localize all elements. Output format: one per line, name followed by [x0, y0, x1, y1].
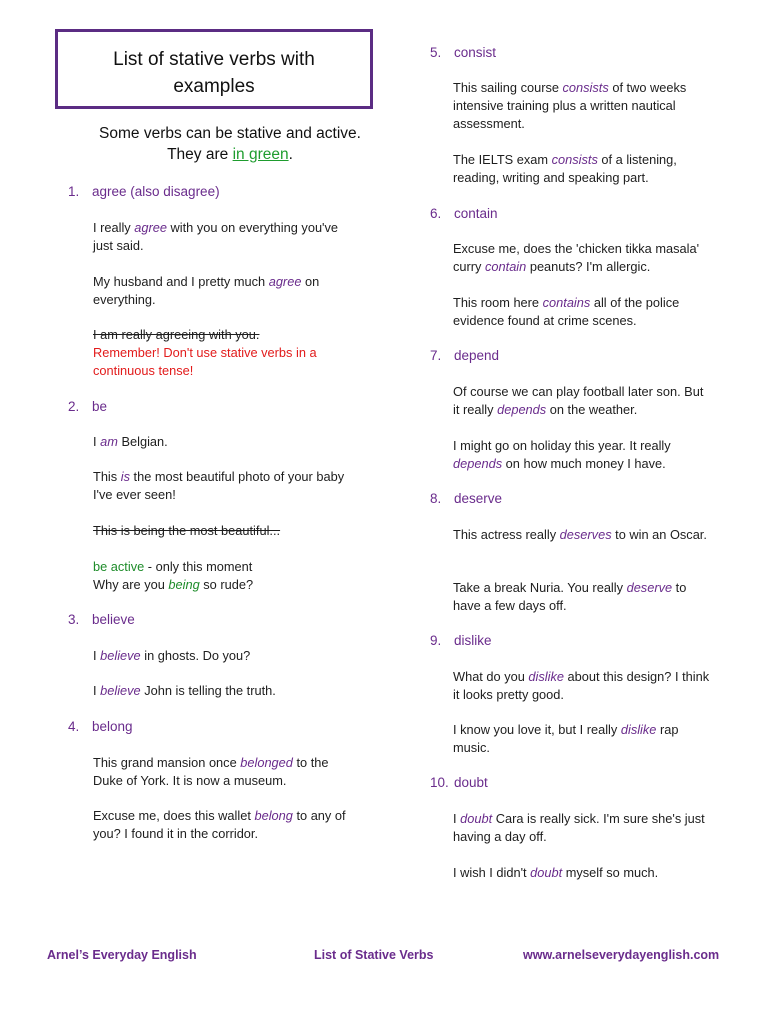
item-2-active-note: be active - only this moment — [93, 559, 253, 574]
item-3-heading — [68, 612, 135, 627]
item-8-example-2: Take a break Nuria. You really deserve to have a few days off. — [453, 580, 687, 613]
item-1-heading — [68, 184, 220, 199]
stative-verb: contain — [485, 259, 527, 274]
item-4-example-2: Excuse me, does this wallet belong to any of you? I found it in the corridor. — [93, 808, 346, 841]
item-10-example-1: I doubt Cara is really sick. I'm sure she's just having a day off. — [453, 811, 705, 844]
item-7-heading — [430, 348, 499, 363]
stative-verb: belong — [254, 808, 293, 823]
item-6-heading — [430, 206, 498, 221]
item-8-heading — [430, 491, 502, 506]
item-number: 7. — [430, 348, 442, 363]
subtitle-period: . — [288, 146, 293, 163]
stative-verb: contains — [542, 295, 591, 310]
item-label: believe — [92, 612, 135, 627]
item-6-example-2: This room here contains all of the police evidence found at crime scenes. — [453, 295, 680, 328]
item-5-heading — [430, 45, 496, 60]
item-1-example-2: My husband and I pretty much agree on everything. — [93, 274, 320, 307]
item-9-example-2: I know you love it, but I really dislike rap music. — [453, 722, 679, 755]
item-number: 1. — [68, 184, 80, 199]
item-label: doubt — [454, 775, 488, 790]
remember-warning: Remember! Don't use stative verbs in a continuous tense! — [93, 345, 317, 378]
item-2-heading — [68, 399, 107, 414]
stative-verb: doubt — [530, 865, 563, 880]
stative-verb: deserve — [626, 580, 673, 595]
item-3-example-2: I believe John is telling the truth. — [93, 683, 276, 698]
in-green-link[interactable]: in green — [232, 146, 289, 163]
footer-doc-title: List of Stative Verbs — [314, 948, 434, 962]
item-number: 6. — [430, 206, 442, 221]
item-2-active-example: Why are you being so rude? — [93, 577, 254, 592]
stative-verb: believe — [100, 683, 141, 698]
stative-verb: doubt — [460, 811, 493, 826]
item-label: deserve — [454, 491, 503, 506]
stative-verb: am — [100, 434, 118, 449]
item-3-example-1: I believe in ghosts. Do you? — [93, 648, 251, 663]
item-label: agree (also disagree) — [92, 184, 220, 199]
item-label: depend — [454, 348, 500, 363]
stative-verb: deserves — [559, 527, 612, 542]
stative-verb: agree — [268, 274, 302, 289]
item-9-heading — [430, 633, 492, 648]
item-label: dislike — [454, 633, 492, 648]
item-5-example-1: This sailing course consists of two weeks intensive training plus a written nautical assessment. — [453, 80, 687, 131]
subtitle — [60, 123, 400, 165]
stative-verb: consists — [551, 152, 598, 167]
item-8-example-1: This actress really deserves to win an Oscar. — [453, 527, 707, 542]
item-number: 10. — [430, 775, 449, 790]
item-label: contain — [454, 206, 498, 221]
page-title — [58, 46, 370, 100]
item-2-wrong-example: This is being the most beautiful... — [93, 523, 281, 538]
item-6-example-1: Excuse me, does the 'chicken tikka masala' curry contain peanuts? I'm allergic. — [453, 241, 700, 274]
item-10-example-2: I wish I didn't doubt myself so much. — [453, 865, 659, 880]
item-label: be — [92, 399, 108, 414]
item-7-example-2: I might go on holiday this year. It really depends on how much money I have. — [453, 438, 671, 471]
item-7-example-1: Of course we can play football later son. But it really depends on the weather. — [453, 384, 704, 417]
subtitle-line-1: Some verbs can be stative and active. — [99, 125, 361, 142]
item-number: 9. — [430, 633, 442, 648]
item-5-example-2: The IELTS exam consists of a listening, reading, writing and speaking part. — [453, 152, 677, 185]
item-number: 8. — [430, 491, 442, 506]
title-line-1: List of stative verbs with — [113, 49, 315, 70]
subtitle-line-2 — [60, 144, 400, 165]
stative-verb: depends — [497, 402, 547, 417]
item-9-example-1: What do you dislike about this design? I think it looks pretty good. — [453, 669, 710, 702]
stative-verb: belonged — [240, 755, 293, 770]
item-1-example-1: I really agree with you on everything you've just said. — [93, 220, 339, 253]
subtitle-text: They are — [167, 146, 233, 163]
item-label: belong — [92, 719, 133, 734]
stative-verb: consists — [562, 80, 609, 95]
active-verb: being — [168, 577, 200, 592]
item-2-example-1: I am Belgian. — [93, 434, 168, 449]
footer-brand: Arnel’s Everyday English — [47, 948, 197, 962]
item-10-heading — [430, 775, 488, 790]
stative-verb: dislike — [620, 722, 657, 737]
title-line-2: examples — [173, 76, 255, 97]
item-2-example-2: This is the most beautiful photo of your baby I've ever seen! — [93, 469, 345, 502]
item-number: 5. — [430, 45, 442, 60]
stative-verb: agree — [134, 220, 167, 235]
item-4-example-1: This grand mansion once belonged to the Duke of York. It is now a museum. — [93, 755, 329, 788]
stative-verb: dislike — [528, 669, 564, 684]
item-number: 3. — [68, 612, 80, 627]
item-label: consist — [454, 45, 497, 60]
item-4-heading — [68, 719, 133, 734]
item-number: 4. — [68, 719, 80, 734]
item-number: 2. — [68, 399, 80, 414]
title-box — [55, 29, 373, 109]
footer-website-link[interactable]: www.arnelseverydayenglish.com — [523, 948, 720, 962]
stative-verb: depends — [453, 456, 503, 471]
stative-verb: is — [120, 469, 130, 484]
stative-verb: believe — [100, 648, 141, 663]
item-1-wrong-example: I am really agreeing with you. — [93, 327, 260, 342]
